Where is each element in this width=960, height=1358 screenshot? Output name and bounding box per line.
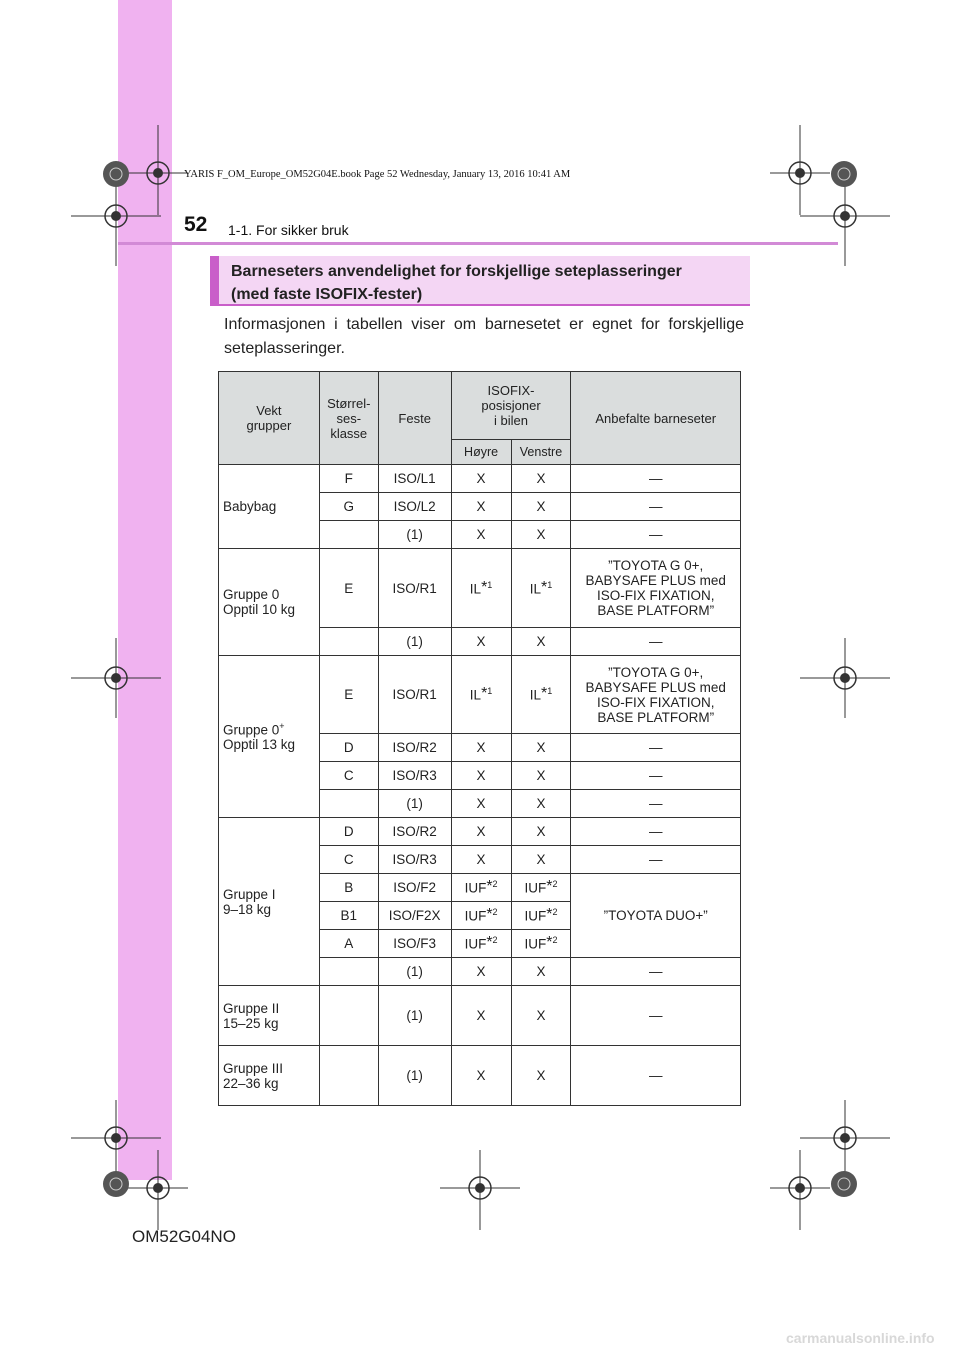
registration-mark-icon [800, 638, 890, 718]
fixture-cell: ISO/R3 [378, 762, 451, 790]
left-cell: IUF*$^2$ [511, 902, 571, 930]
page-number: 52 [184, 213, 208, 236]
section-heading [210, 256, 750, 306]
document-code: OM52G04NO [132, 1227, 236, 1246]
header-weight: Vekt grupper [219, 372, 320, 465]
right-cell: X [451, 465, 511, 493]
registration-mark-icon [128, 1150, 188, 1230]
left-cell: X [511, 762, 571, 790]
size-class-cell [319, 986, 378, 1046]
header-rule [118, 242, 838, 245]
size-class-cell: E [319, 656, 378, 734]
header-fixture: Feste [378, 372, 451, 465]
size-class-cell [319, 1046, 378, 1106]
right-cell: X [451, 846, 511, 874]
left-cell: X [511, 628, 571, 656]
registration-mark-icon [440, 1150, 520, 1230]
right-cell: X [451, 734, 511, 762]
right-cell: IL*$^1$ [451, 656, 511, 734]
header-right: Høyre [451, 440, 511, 465]
recommended-cell: — [571, 762, 741, 790]
right-cell: IUF*$^2$ [451, 902, 511, 930]
fixture-cell: (1) [378, 986, 451, 1046]
right-cell: IUF*$^2$ [451, 930, 511, 958]
header-size-class: Størrel- ses- klasse [319, 372, 378, 465]
size-class-cell [319, 628, 378, 656]
starburst-mark-icon [102, 160, 130, 188]
recommended-cell: — [571, 628, 741, 656]
fixture-cell: ISO/R3 [378, 846, 451, 874]
left-cell: X [511, 734, 571, 762]
size-class-cell: D [319, 734, 378, 762]
left-cell: X [511, 790, 571, 818]
heading-line-1: Barneseters anvendelighet for forskjellige seteplasseringer [231, 263, 682, 280]
size-class-cell: A [319, 930, 378, 958]
recommended-cell: — [571, 521, 741, 549]
recommended-cell: — [571, 1046, 741, 1106]
group-label: Gruppe II 15–25 kg [219, 986, 320, 1046]
table-header-row [219, 372, 741, 440]
right-cell: X [451, 762, 511, 790]
registration-mark-icon [770, 1150, 830, 1230]
fixture-cell: ISO/F2 [378, 874, 451, 902]
fixture-cell: ISO/L2 [378, 493, 451, 521]
right-cell: X [451, 628, 511, 656]
size-class-cell: G [319, 493, 378, 521]
recommended-cell: — [571, 818, 741, 846]
fixture-cell: (1) [378, 521, 451, 549]
size-class-cell [319, 958, 378, 986]
group-label: Gruppe 0+ Opptil 13 kg [219, 656, 320, 818]
fixture-cell: (1) [378, 628, 451, 656]
right-cell: X [451, 986, 511, 1046]
registration-mark-icon [128, 125, 188, 215]
table-row [219, 465, 741, 493]
table-row [219, 656, 741, 734]
fixture-cell: ISO/F2X [378, 902, 451, 930]
left-cell: X [511, 846, 571, 874]
table-row [219, 549, 741, 628]
header-isofix: ISOFIX- posisjoner i bilen [451, 372, 571, 440]
group-label: Gruppe I 9–18 kg [219, 818, 320, 986]
size-class-cell: F [319, 465, 378, 493]
fixture-cell: ISO/R1 [378, 656, 451, 734]
group-label: Babybag [219, 465, 320, 549]
registration-mark-icon [71, 638, 161, 718]
group-label: Gruppe III 22–36 kg [219, 1046, 320, 1106]
right-cell: IUF*$^2$ [451, 874, 511, 902]
size-class-cell [319, 790, 378, 818]
print-header: YARIS F_OM_Europe_OM52G04E.book Page 52 Wednesday, January 13, 2016 10:41 AM [184, 169, 571, 180]
left-cell: IL*$^1$ [511, 549, 571, 628]
size-class-cell [319, 521, 378, 549]
starburst-mark-icon [830, 1170, 858, 1198]
size-class-cell: E [319, 549, 378, 628]
left-cell: X [511, 958, 571, 986]
table-row [219, 818, 741, 846]
left-cell: X [511, 465, 571, 493]
size-class-cell: D [319, 818, 378, 846]
section-title: 1-1. For sikker bruk [228, 222, 349, 238]
recommended-cell: — [571, 958, 741, 986]
header-left: Venstre [511, 440, 571, 465]
right-cell: IL*$^1$ [451, 549, 511, 628]
header-recommended: Anbefalte barneseter [571, 372, 741, 465]
recommended-cell: — [571, 493, 741, 521]
left-cell: X [511, 521, 571, 549]
fixture-cell: ISO/R2 [378, 734, 451, 762]
recommended-cell: — [571, 790, 741, 818]
right-cell: X [451, 958, 511, 986]
group-label: Gruppe 0 Opptil 10 kg [219, 549, 320, 656]
left-cell: IUF*$^2$ [511, 930, 571, 958]
left-cell: IUF*$^2$ [511, 874, 571, 902]
watermark: carmanualsonline.info [786, 1330, 935, 1346]
registration-mark-icon [770, 125, 830, 215]
size-class-cell: B1 [319, 902, 378, 930]
recommended-cell: — [571, 734, 741, 762]
left-cell: X [511, 818, 571, 846]
fixture-cell: ISO/R1 [378, 549, 451, 628]
starburst-mark-icon [102, 1170, 130, 1198]
right-cell: X [451, 790, 511, 818]
fixture-cell: ISO/L1 [378, 465, 451, 493]
fixture-cell: ISO/R2 [378, 818, 451, 846]
size-class-cell: C [319, 762, 378, 790]
table-row [219, 986, 741, 1046]
left-cell: X [511, 986, 571, 1046]
table-row [219, 1046, 741, 1106]
right-cell: X [451, 521, 511, 549]
recommended-cell: ”TOYOTA G 0+, BABYSAFE PLUS med ISO-FIX FIXATION, BASE PLATFORM” [571, 549, 741, 628]
right-cell: X [451, 818, 511, 846]
left-cell: IL*$^1$ [511, 656, 571, 734]
fixture-cell: (1) [378, 958, 451, 986]
child-seat-table [218, 371, 741, 1106]
heading-line-2: (med faste ISOFIX-fester) [231, 286, 423, 303]
left-cell: X [511, 1046, 571, 1106]
recommended-cell: ”TOYOTA DUO+” [571, 874, 741, 958]
recommended-cell: ”TOYOTA G 0+, BABYSAFE PLUS med ISO-FIX FIXATION, BASE PLATFORM” [571, 656, 741, 734]
size-class-cell: B [319, 874, 378, 902]
right-cell: X [451, 493, 511, 521]
fixture-cell: (1) [378, 1046, 451, 1106]
intro-paragraph: Informasjonen i tabellen viser om barnesetet er egnet for forskjellige seteplasseringer. [224, 316, 744, 357]
recommended-cell: — [571, 986, 741, 1046]
recommended-cell: — [571, 846, 741, 874]
fixture-cell: (1) [378, 790, 451, 818]
starburst-mark-icon [830, 160, 858, 188]
size-class-cell: C [319, 846, 378, 874]
recommended-cell: — [571, 465, 741, 493]
right-cell: X [451, 1046, 511, 1106]
fixture-cell: ISO/F3 [378, 930, 451, 958]
left-cell: X [511, 493, 571, 521]
